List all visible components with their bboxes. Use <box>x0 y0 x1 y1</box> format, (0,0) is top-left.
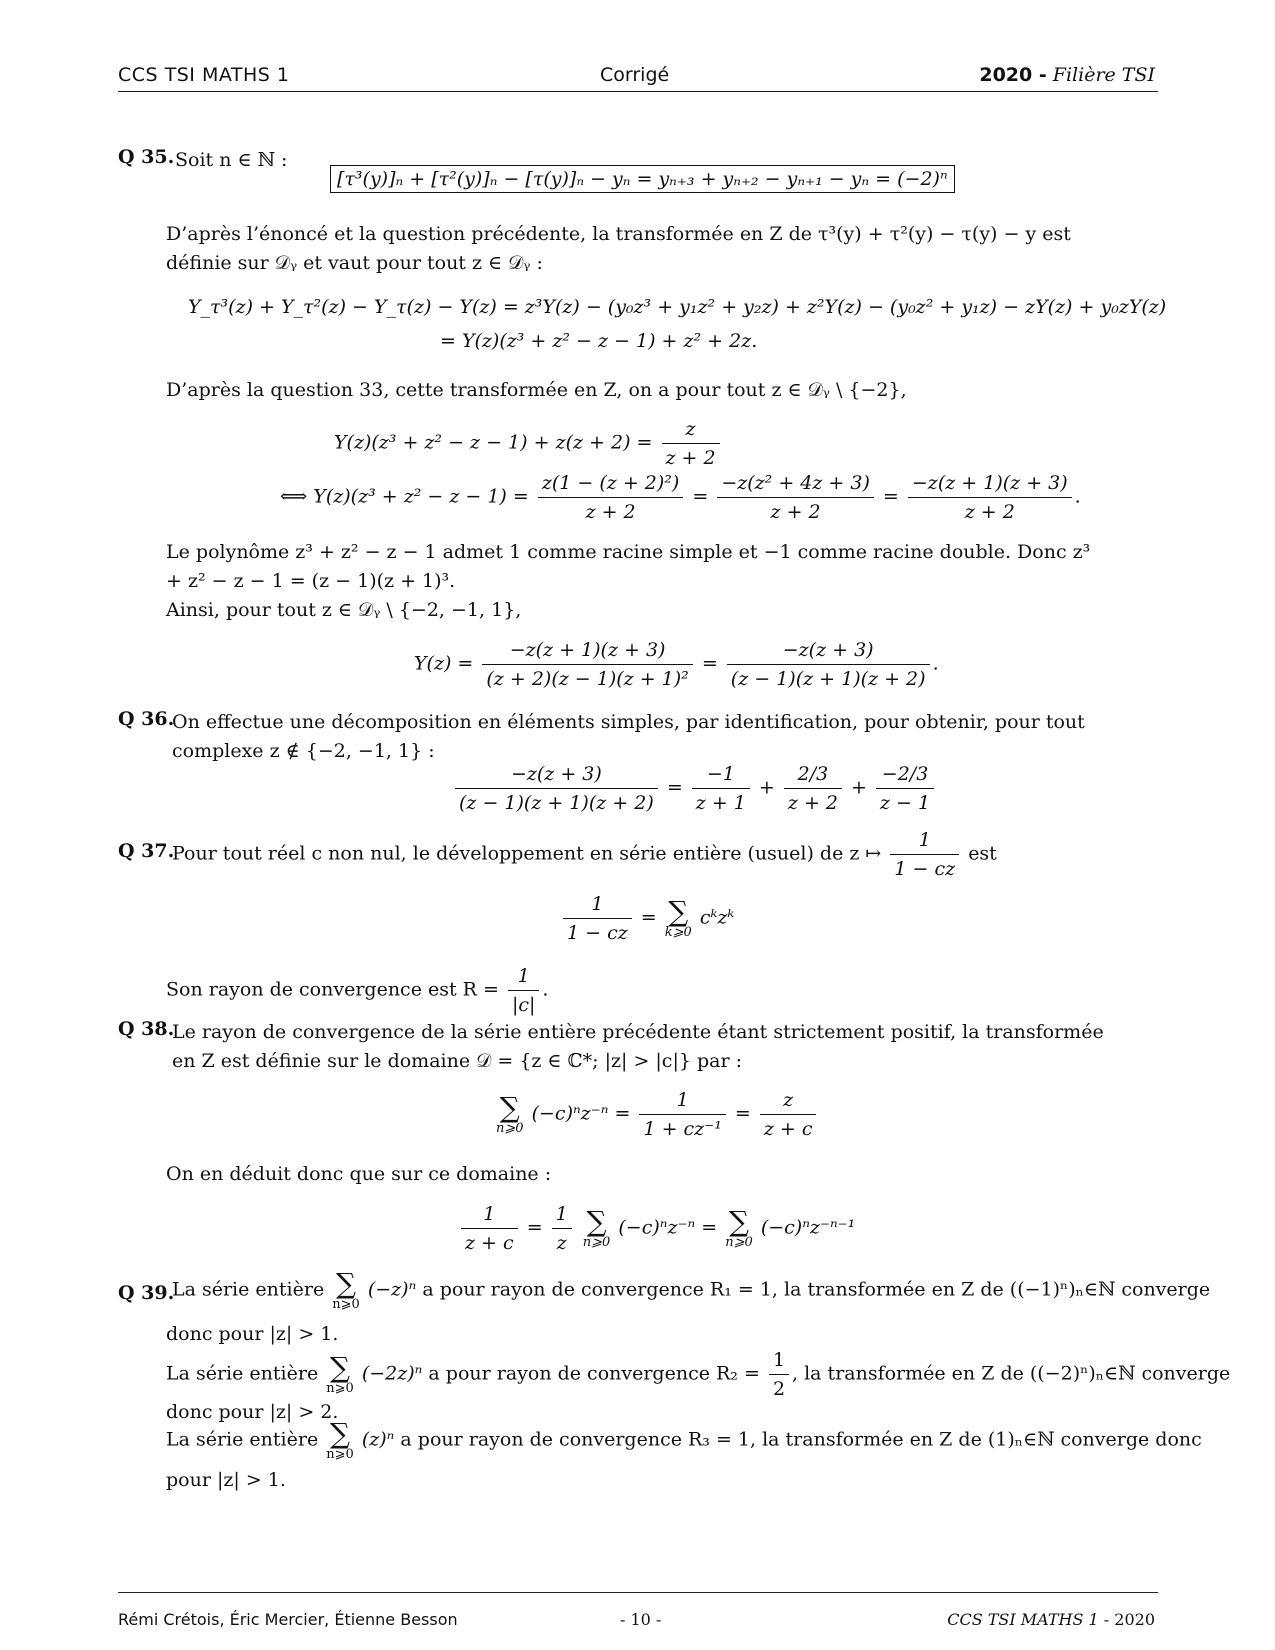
frac-denominator: (z + 2)(z − 1)(z + 1)² <box>486 668 689 690</box>
q39-s2-sum: (−2z)ⁿ <box>361 1362 423 1385</box>
q36-frac2 <box>692 760 750 817</box>
header-track: Filière TSI <box>1052 64 1155 86</box>
frac-numerator: 1 <box>552 1200 572 1229</box>
frac-numerator: 2/3 <box>784 760 842 789</box>
q39-s1-b: a pour rayon de convergence R₁ = 1, la transformée en Z de ((−1)ⁿ)ₙ∈ℕ converge <box>422 1278 1211 1301</box>
q38-text: Le rayon de convergence de la série entière précédente étant strictement positif, la transformée en Z est définie sur le domaine 𝒟 = {z ∈ ℂ*; |z| > |c|} par : <box>172 1021 1104 1072</box>
footer-title-year: - 2020 <box>1098 1610 1155 1629</box>
q36-eq: $\frac{-z(z + 3)}{(z - 1)(z + 1)(z + 2)}$ = $\frac{-1}{z + 1}$ + $\frac{2/3}{z + 2}$ + $\frac{-2/3}{z - 1}$ <box>452 760 937 817</box>
q35-text2: D’après la question 33, cette transformée en Z, on a pour tout z ∈ 𝒟ᵧ \ {−2}, <box>166 379 907 401</box>
frac-denominator: |c| <box>511 994 536 1016</box>
q38-eq1-frac1 <box>639 1086 725 1143</box>
q37-eq-frac <box>563 890 632 947</box>
q37-text-end: est <box>968 842 997 865</box>
q39-s3-a: La série entière <box>166 1428 319 1451</box>
q35-eq2-row1 <box>334 415 723 472</box>
frac-numerator: 1 <box>769 1346 789 1375</box>
q35-eq2-frac3 <box>717 469 874 526</box>
q38-eq2-frac1 <box>461 1200 518 1257</box>
q39-s3-b: a pour rayon de convergence R₃ = 1, la transformée en Z de (1)ₙ∈ℕ converge donc <box>400 1428 1202 1451</box>
sum-sign: ∑ n⩾0 <box>332 1267 360 1312</box>
q36-label: Q 36. <box>118 708 175 730</box>
q35-text3: Le polynôme z³ + z² − z − 1 admet 1 comme racine simple et −1 comme racine double. Donc z³ + z² − z − 1 = (z − 1)(z + 1)³. <box>166 541 1091 592</box>
frac-denominator: 1 − cz <box>894 858 956 880</box>
sum-sign: ∑ k⩾0 <box>664 895 692 940</box>
q39-s3-c: pour |z| > 1. <box>166 1469 286 1491</box>
q35-text4: Ainsi, pour tout z ∈ 𝒟ᵧ \ {−2, −1, 1}, <box>166 599 522 621</box>
sum-sign: ∑ n⩾0 <box>582 1205 611 1250</box>
frac-denominator: 1 − cz <box>567 922 628 944</box>
page-number: - 10 - <box>620 1610 662 1629</box>
frac-numerator: −z(z + 1)(z + 3) <box>482 636 692 665</box>
frac-numerator: −z(z + 3) <box>455 760 658 789</box>
frac-denominator: z + 1 <box>695 792 746 814</box>
sum-subscript: n⩾0 <box>582 1235 611 1250</box>
q35-intro: Soit n ∈ ℕ : <box>175 149 288 171</box>
frac-numerator: 1 <box>563 890 632 919</box>
q38-eq2-term1: (−c)ⁿz⁻ⁿ = <box>618 1216 718 1239</box>
q39-s1-c: donc pour |z| > 1. <box>166 1323 339 1345</box>
frac-numerator: z(1 − (z + 2)²) <box>538 469 683 498</box>
footer-title <box>947 1610 1155 1629</box>
q39-s1 <box>172 1267 1211 1312</box>
header-doc-type: Corrigé <box>600 64 670 86</box>
frac-denominator: z + 2 <box>964 501 1015 523</box>
q37-intro <box>172 826 997 883</box>
frac-denominator: z − 1 <box>880 792 931 814</box>
q39-s2-d: donc pour |z| > 2. <box>166 1401 339 1423</box>
q39-s2-c: , la transformée en Z de ((−2)ⁿ)ₙ∈ℕ converge <box>792 1362 1231 1385</box>
sum-sign: ∑ n⩾0 <box>496 1091 524 1136</box>
q38-eq1-term: (−c)ⁿz⁻ⁿ = <box>531 1102 631 1125</box>
q38-text2: On en déduit donc que sur ce domaine : <box>166 1163 552 1185</box>
q35-text1: D’après l’énoncé et la question précédente, la transformée en Z de τ³(y) + τ²(y) − τ(y) − y est définie sur 𝒟ᵧ et vaut pour tout z ∈ 𝒟ᵧ : <box>166 223 1071 274</box>
frac-denominator: z + 2 <box>770 501 821 523</box>
q35-eq3-frac1 <box>482 636 692 693</box>
q39-s3-sum: (z)ⁿ <box>361 1428 395 1451</box>
sum-subscript: n⩾0 <box>326 1381 354 1396</box>
q35-eq2-lhs2: ⟺ Y(z)(z³ + z² − z − 1) = <box>280 485 529 508</box>
sum-sign: ∑ n⩾0 <box>326 1417 354 1462</box>
q38-eq1-frac2 <box>760 1086 817 1143</box>
q35-label: Q 35. <box>118 146 175 168</box>
q39-label: Q 39. <box>118 1282 175 1304</box>
frac-numerator: 1 <box>461 1200 518 1229</box>
q35-eq2-row2: ⟺ Y(z)(z³ + z² − z − 1) = $\frac{\text{z(1 − (z + 2)²)}}{z + 2}$ = $\frac{\text{−z(z² + 4z + 3)}}{z + 2}$ = $\frac{-z(z + 1)(z + 3)}{z + 2}$ . <box>280 469 1081 526</box>
frac-numerator: −z(z² + 4z + 3) <box>717 469 874 498</box>
q35-eq3-frac2 <box>727 636 930 693</box>
frac-denominator: z <box>556 1232 567 1254</box>
q39-s3 <box>166 1417 1202 1462</box>
q37-radius: Son rayon de convergence est R = $\frac{1}{|c|}$ . <box>166 962 548 1019</box>
frac-numerator: −2/3 <box>876 760 934 789</box>
frac-numerator: 1 <box>639 1086 725 1115</box>
frac-numerator: −z(z + 1)(z + 3) <box>908 469 1072 498</box>
q35-eq3-lhs: Y(z) = <box>414 652 474 675</box>
frac-numerator: 1 <box>508 962 539 991</box>
q35-eq1-line2: = Y(z)(z³ + z² − z − 1) + z² + 2z. <box>440 330 758 352</box>
frac-numerator: z <box>662 415 720 444</box>
q39-s2 <box>166 1346 1230 1403</box>
q37-eq-rhs: cᵏzᵏ <box>699 906 735 929</box>
frac-denominator: z + 2 <box>787 792 838 814</box>
q35-eq1-line1: Y_τ³(z) + Y_τ²(z) − Y_τ(z) − Y(z) = z³Y(z) − (y₀z³ + y₁z² + y₂z) + z²Y(z) − (y₀z² + y₁z) − zY(z) + y₀zY(z) <box>188 296 1167 318</box>
sum-subscript: k⩾0 <box>664 925 692 940</box>
q38-label: Q 38. <box>118 1018 175 1040</box>
header-course-title: CCS TSI MATHS 1 <box>118 64 290 86</box>
q36-frac4 <box>876 760 934 817</box>
frac-denominator: 2 <box>772 1378 786 1400</box>
q35-eq3: Y(z) = $\frac{-z(z + 1)(z + 3)}{\text{(z + 2)(z − 1)(z + 1)²}}$ = $\frac{-z(z + 3)}{(z - 1)(z + 1)(z + 2)}$ . <box>414 636 939 693</box>
header-year-track <box>979 64 1155 86</box>
q38-eq2-term2: (−c)ⁿz⁻ⁿ⁻¹ <box>760 1216 856 1239</box>
frac-numerator: −1 <box>692 760 750 789</box>
q35-eq2-frac4 <box>908 469 1072 526</box>
q39-s2-b: a pour rayon de convergence R₂ = <box>428 1362 760 1385</box>
q35-eq2-frac1 <box>662 415 720 472</box>
frac-denominator: z + c <box>763 1118 813 1140</box>
q38-eq2-frac2 <box>552 1200 572 1257</box>
footer-rule <box>118 1592 1158 1593</box>
q37-text: Pour tout réel c non nul, le développement en série entière (usuel) de z ↦ <box>172 842 882 865</box>
header-rule <box>118 91 1158 92</box>
q37-radius-frac <box>508 962 539 1019</box>
sum-sign: ∑ n⩾0 <box>725 1205 753 1250</box>
frac-denominator: z + c <box>465 1232 514 1254</box>
q38-eq2: $\frac{1}{z + c}$ = $\frac{1}{z}$ ∑ n⩾0 (−c)ⁿz⁻ⁿ = ∑ n⩾0 (−c)ⁿz⁻ⁿ⁻¹ <box>458 1200 855 1257</box>
sum-subscript: n⩾0 <box>725 1235 753 1250</box>
footer-title-text: CCS TSI MATHS 1 <box>947 1610 1099 1629</box>
q36-frac3 <box>784 760 842 817</box>
q37-radius-text: Son rayon de convergence est R = <box>166 978 499 1001</box>
q36-frac1 <box>455 760 658 817</box>
q39-s2-frac <box>769 1346 789 1403</box>
q37-text-frac <box>890 826 959 883</box>
sum-subscript: n⩾0 <box>496 1121 524 1136</box>
sum-sign: ∑ n⩾0 <box>326 1351 354 1396</box>
frac-denominator: z + 2 <box>665 447 716 469</box>
sum-subscript: n⩾0 <box>326 1447 354 1462</box>
header-year: 2020 - <box>979 64 1047 86</box>
footer-authors: Rémi Crétois, Éric Mercier, Étienne Besson <box>118 1610 458 1629</box>
frac-numerator: z <box>760 1086 817 1115</box>
frac-numerator: −z(z + 3) <box>727 636 930 665</box>
q35-eq2-lhs1: Y(z)(z³ + z² − z − 1) + z(z + 2) = <box>334 431 653 454</box>
frac-denominator: (z − 1)(z + 1)(z + 2) <box>730 668 926 690</box>
q35-eq2-frac2 <box>538 469 683 526</box>
q35-boxed-equation: [τ³(y)]ₙ + [τ²(y)]ₙ − [τ(y)]ₙ − yₙ = yₙ₊₃ + yₙ₊₂ − yₙ₊₁ − yₙ = (−2)ⁿ <box>330 165 955 193</box>
q38-eq1: ∑ n⩾0 (−c)ⁿz⁻ⁿ = $\frac{1}{\text{1 + cz⁻¹}}$ = $\frac{z}{z + c}$ <box>494 1086 819 1143</box>
q39-s2-a: La série entière <box>166 1362 319 1385</box>
frac-numerator: 1 <box>890 826 959 855</box>
q39-s1-a: La série entière <box>172 1278 325 1301</box>
frac-denominator: z + 2 <box>585 501 636 523</box>
frac-denominator: 1 + cz⁻¹ <box>643 1118 722 1140</box>
sum-subscript: n⩾0 <box>332 1297 360 1312</box>
q36-text: On effectue une décomposition en éléments simples, par identification, pour obtenir, pour tout complexe z ∉ {−2, −1, 1} : <box>172 711 1085 762</box>
frac-denominator: (z − 1)(z + 1)(z + 2) <box>459 792 654 814</box>
q37-label: Q 37. <box>118 840 175 862</box>
q37-eq: $\frac{1}{1 - cz}$ = ∑ k⩾0 cᵏzᵏ <box>560 890 734 947</box>
q39-s1-sum: (−z)ⁿ <box>367 1278 417 1301</box>
